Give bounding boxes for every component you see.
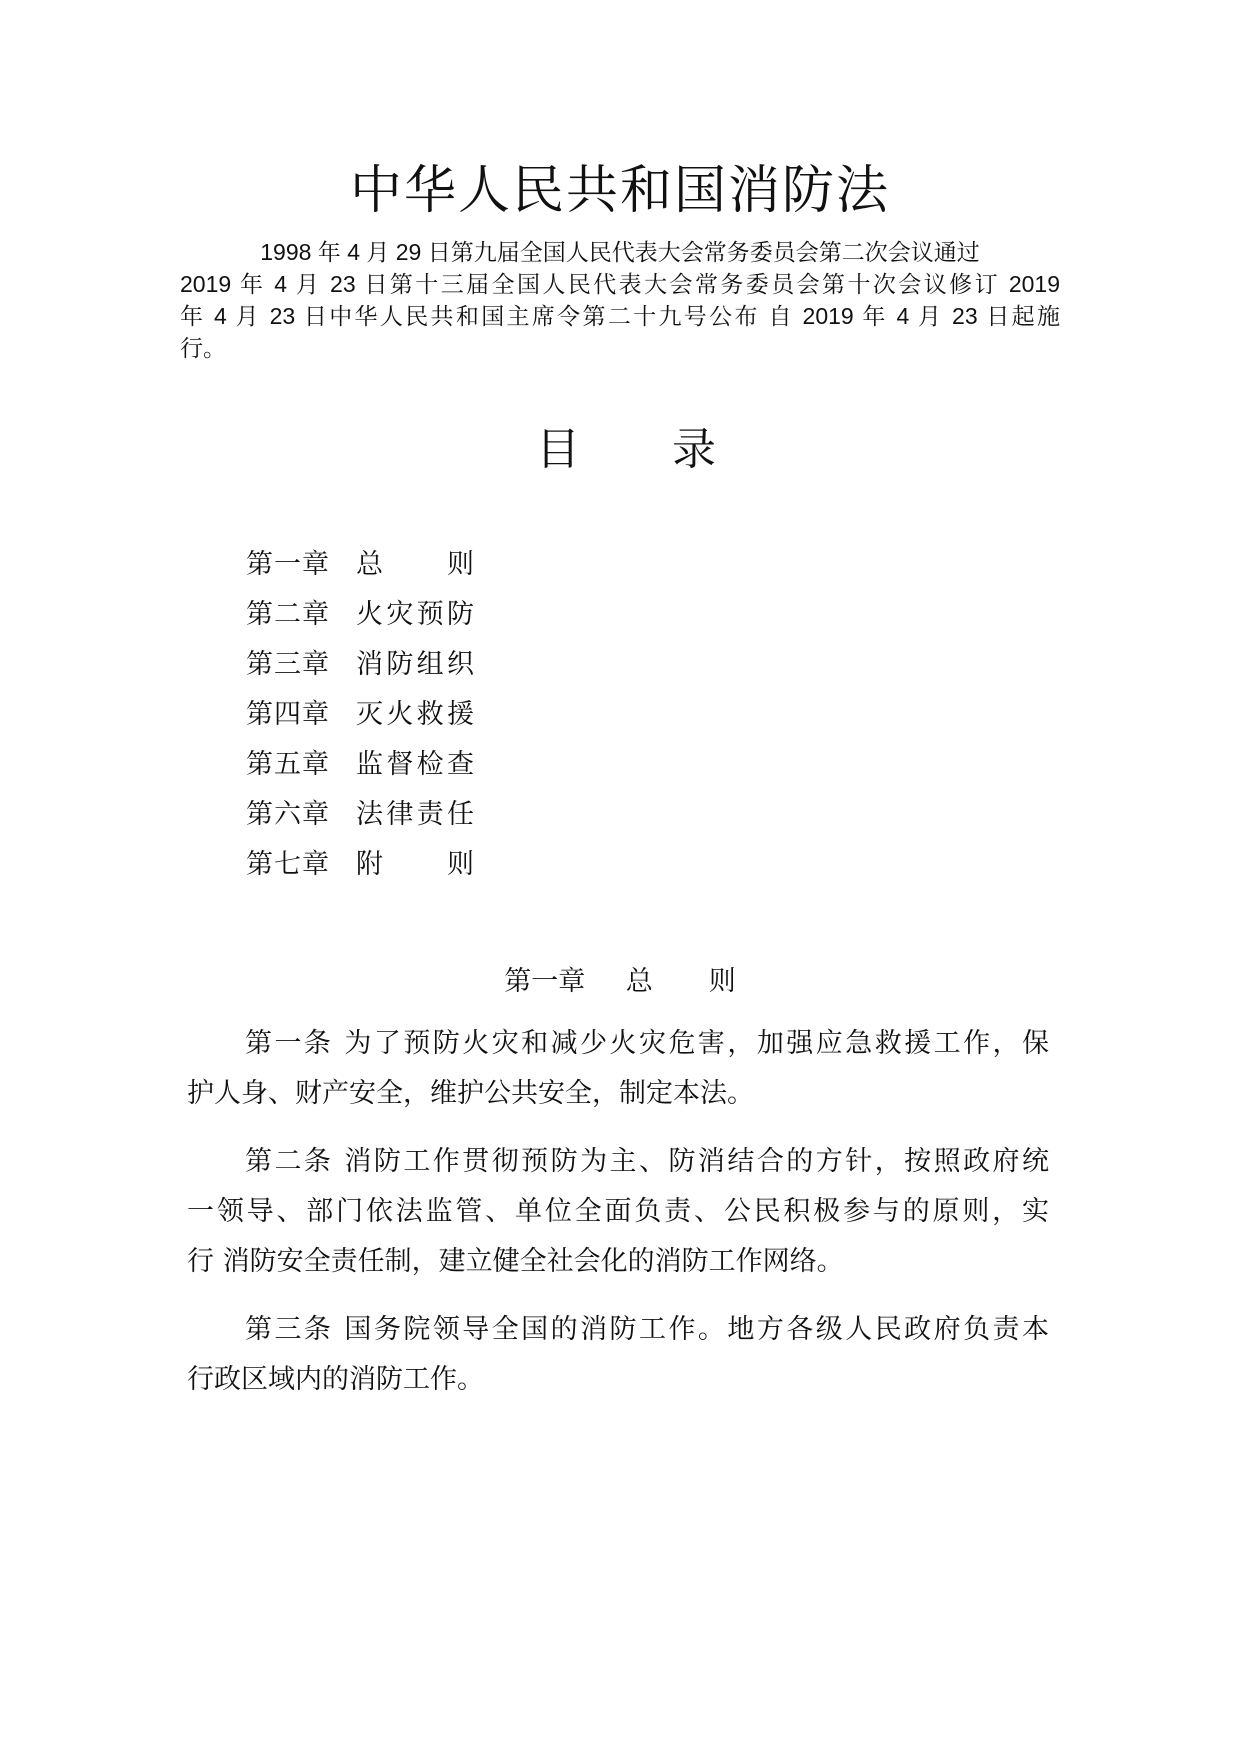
toc-chapter-number: 第二章 [246, 599, 330, 630]
document-title: 中华人民共和国消防法 [349, 161, 890, 221]
article-line: 第二条 消防工作贯彻预防为主、防消结合的方针，按照政府统 [245, 1146, 1049, 1177]
chapter-heading-title: 总 则 [625, 966, 736, 997]
enactment-line: 1998 年 4 月 29 日第九届全国人民代表大会常务委员会第二次会议通过 [260, 239, 980, 265]
toc-item[interactable] [246, 740, 476, 790]
toc-item[interactable] [246, 790, 476, 840]
toc-chapter-number: 第五章 [246, 749, 330, 780]
toc-chapter-title: 法律责任 [356, 799, 476, 830]
toc-heading-char: 目 [536, 424, 580, 475]
toc-item[interactable] [246, 640, 476, 690]
article-line: 一领导、部门依法监管、单位全面负责、公民积极参与的原则，实 [187, 1196, 1049, 1227]
article-line: 第一条 为了预防火灾和减少火灾危害，加强应急救援工作，保 [245, 1028, 1049, 1059]
toc-chapter-title: 总 则 [356, 549, 476, 580]
article-line: 行 消防安全责任制，建立健全社会化的消防工作网络。 [187, 1246, 844, 1277]
article [187, 1137, 1049, 1287]
chapter-body [187, 1019, 1049, 1423]
toc-chapter-number: 第一章 [246, 549, 330, 580]
toc-heading [536, 420, 716, 480]
toc-item[interactable] [246, 590, 476, 640]
enactment-line: 年 4 月 23 日中华人民共和国主席令第二十九号公布 自 2019 年 4 月 23 日起施 [180, 303, 1060, 329]
toc-chapter-number: 第六章 [246, 799, 330, 830]
toc-chapter-title: 消防组织 [356, 649, 476, 680]
toc-chapter-title: 附 则 [356, 849, 476, 880]
article-line: 行政区域内的消防工作。 [187, 1364, 484, 1395]
toc-heading-char: 录 [672, 424, 716, 475]
chapter-heading-number: 第一章 [504, 966, 586, 997]
table-of-contents [246, 540, 476, 890]
toc-item[interactable] [246, 840, 476, 890]
article [187, 1019, 1049, 1119]
toc-chapter-number: 第四章 [246, 699, 330, 730]
toc-chapter-title: 监督检查 [356, 749, 476, 780]
toc-item[interactable] [246, 540, 476, 590]
article-line: 护人身、财产安全，维护公共安全，制定本法。 [187, 1078, 754, 1109]
toc-chapter-title: 火灾预防 [356, 599, 476, 630]
toc-chapter-number: 第七章 [246, 849, 330, 880]
toc-chapter-title: 灭火救援 [356, 699, 476, 730]
enactment-line: 行。 [180, 335, 226, 361]
chapter-heading [0, 962, 1240, 1002]
toc-chapter-number: 第三章 [246, 649, 330, 680]
toc-item[interactable] [246, 690, 476, 740]
enactment-note [180, 236, 1060, 364]
article [187, 1305, 1049, 1405]
enactment-line: 2019 年 4 月 23 日第十三届全国人民代表大会常务委员会第十次会议修订 2019 [180, 271, 1060, 297]
article-line: 第三条 国务院领导全国的消防工作。地方各级人民政府负责本 [245, 1314, 1049, 1345]
